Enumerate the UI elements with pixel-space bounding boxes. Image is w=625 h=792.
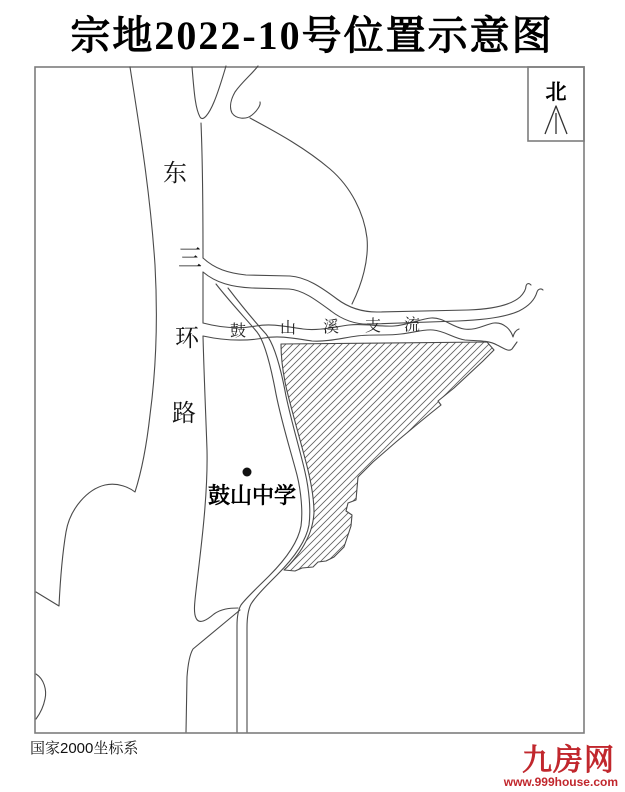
east-branch-road-lower (203, 272, 543, 324)
footer-logo (503, 743, 618, 789)
road-label-char-2: 三 (178, 246, 202, 272)
logo-website-text: www.999house.com (503, 775, 618, 789)
page-title: 宗地2022-10号位置示意图 (70, 13, 554, 58)
road-label-char-1: 东 (163, 161, 187, 187)
map-linework (36, 66, 543, 732)
stream-label-char-5: 流 (403, 317, 421, 334)
north-compass-box (528, 67, 584, 141)
road-label-char-3: 环 (175, 326, 199, 352)
road-ramp-line (250, 118, 367, 304)
left-border-arc (36, 674, 46, 719)
southwest-branch-line (186, 610, 240, 732)
stream-label-char-2: 山 (279, 320, 297, 337)
road-east-edge-top (192, 66, 226, 119)
school-label: 鼓山中学 (207, 483, 297, 508)
stream-label-char-3: 溪 (322, 319, 340, 336)
north-label: 北 (545, 80, 567, 104)
parcel-hatched-area (281, 342, 494, 571)
stream-name-gushan-tributary (230, 316, 420, 340)
stream-label-char-1: 鼓 (229, 323, 247, 340)
north-arrow-icon (545, 106, 567, 134)
road-west-edge (36, 67, 156, 606)
coordinate-system-label: 国家2000坐标系 (30, 740, 139, 757)
road-label-char-4: 路 (172, 401, 196, 427)
road-fork-curl (231, 66, 261, 118)
school-marker-dot (243, 468, 252, 477)
road-east-edge-main (194, 123, 238, 621)
road-name-east-third-ring (163, 160, 202, 427)
logo-brand-text: 九房网 (522, 744, 615, 777)
east-branch-road-upper (203, 258, 531, 312)
stream-label-char-4: 支 (364, 318, 382, 335)
